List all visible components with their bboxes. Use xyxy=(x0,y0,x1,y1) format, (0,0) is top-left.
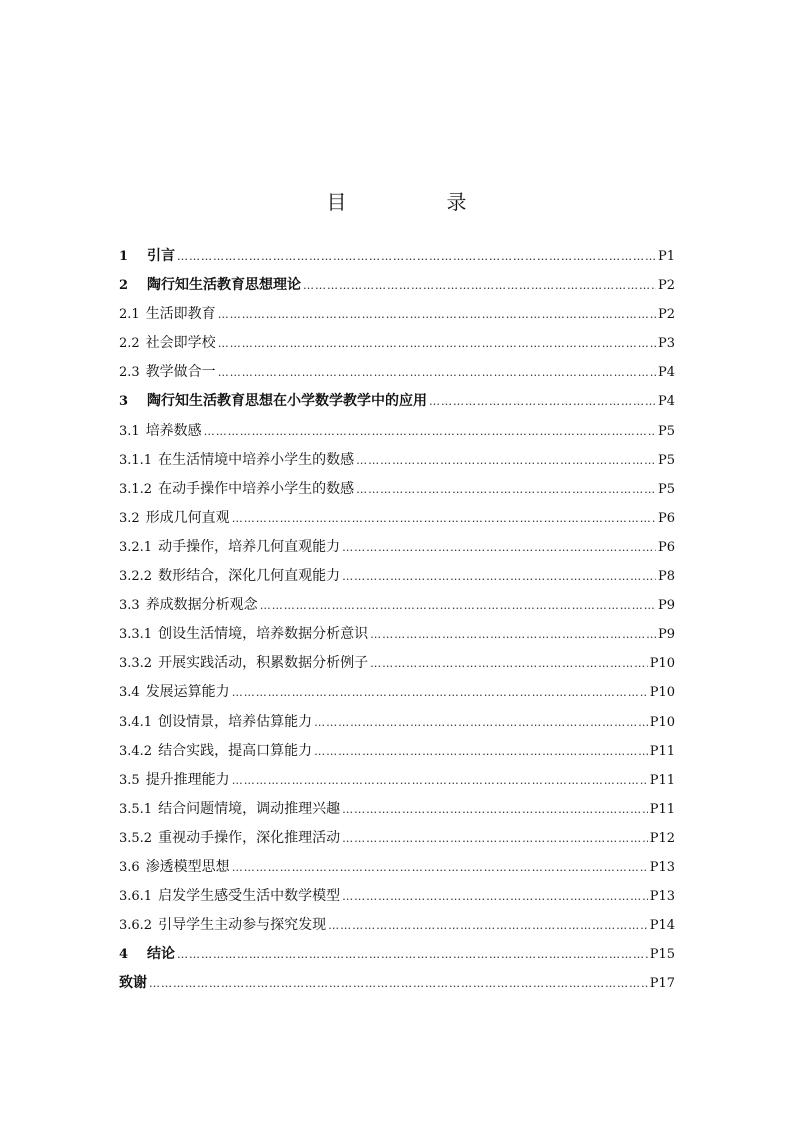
toc-dot-leader xyxy=(232,512,656,525)
toc-entry-page: P13 xyxy=(649,859,675,875)
toc-entry-page: P11 xyxy=(649,743,675,759)
toc-dot-leader xyxy=(218,366,656,379)
toc-entry-label: 陶行知生活教育思想在小学数学教学中的应用 xyxy=(147,393,427,410)
toc-entry-number: 2.2 xyxy=(119,336,140,352)
toc-entry-number: 3.5.2 xyxy=(119,830,153,846)
toc-entry-page: P4 xyxy=(657,394,675,410)
toc-entry[interactable] xyxy=(119,885,675,914)
toc-entry[interactable] xyxy=(119,856,675,885)
toc-entry-page: P5 xyxy=(657,481,675,497)
toc-entry-label: 生活即教育 xyxy=(145,306,216,323)
toc-entry-page: P8 xyxy=(657,569,675,585)
toc-dot-leader xyxy=(232,774,648,787)
toc-entry-label: 结合问题情境，调动推理兴趣 xyxy=(158,800,341,817)
toc-dot-leader xyxy=(303,279,656,292)
toc-entry-number: 3.4.1 xyxy=(119,714,153,730)
toc-entry[interactable] xyxy=(119,245,675,274)
toc-entry[interactable] xyxy=(119,827,675,856)
toc-dot-leader xyxy=(342,570,656,583)
toc-entry[interactable] xyxy=(119,623,675,652)
toc-entry-label: 养成数据分析观念 xyxy=(145,597,258,614)
toc-entry-page: P4 xyxy=(657,365,675,381)
toc-entry-number: 3.2.2 xyxy=(119,569,153,585)
toc-entry-label: 社会即学校 xyxy=(145,335,216,352)
toc-dot-leader xyxy=(342,803,648,816)
toc-entry[interactable] xyxy=(119,652,675,681)
toc-entry-label: 陶行知生活教育思想理论 xyxy=(147,277,301,294)
toc-entry-label: 数形结合，深化几何直观能力 xyxy=(158,568,341,585)
toc-entry-page: P11 xyxy=(649,801,675,817)
toc-entry-number: 2 xyxy=(119,278,129,294)
toc-dot-leader xyxy=(429,395,656,408)
toc-entry-number: 3.1.2 xyxy=(119,481,153,497)
toc-entry-number: 3.4 xyxy=(119,685,140,701)
toc-entry-label: 结论 xyxy=(147,946,175,963)
toc-entry-number: 3.5.1 xyxy=(119,801,153,817)
toc-entry-label: 提升推理能力 xyxy=(145,771,230,788)
toc-dot-leader xyxy=(204,425,656,438)
toc-dot-leader xyxy=(177,948,648,961)
toc-entry-label: 创设情景，培养估算能力 xyxy=(158,713,313,730)
toc-entry-number: 4 xyxy=(119,947,129,963)
toc-entry-label: 动手操作，培养几何直观能力 xyxy=(158,538,341,555)
toc-entry[interactable] xyxy=(119,478,675,507)
toc-entry-page: P5 xyxy=(657,452,675,468)
toc-dot-leader xyxy=(342,890,648,903)
toc-entry-page: P10 xyxy=(649,714,675,730)
toc-entry-label: 致谢 xyxy=(119,975,147,992)
toc-entry-number: 3.6.2 xyxy=(119,918,153,934)
toc-entry-page: P3 xyxy=(657,336,675,352)
toc-dot-leader xyxy=(342,541,656,554)
toc-entry-page: P1 xyxy=(657,249,675,264)
toc-dot-leader xyxy=(218,308,656,321)
toc-entry-page: P17 xyxy=(649,976,675,992)
toc-entry-label: 渗透模型思想 xyxy=(145,858,230,875)
toc-entry-label: 引言 xyxy=(147,248,175,264)
toc-entry[interactable] xyxy=(119,798,675,827)
toc-entry-number: 3.3.2 xyxy=(119,656,153,672)
toc-entry-page: P6 xyxy=(657,539,675,555)
toc-entry[interactable] xyxy=(119,536,675,565)
toc-entry-page: P10 xyxy=(649,685,675,701)
toc-entry-page: P6 xyxy=(657,510,675,526)
toc-entry-number: 3.4.2 xyxy=(119,743,153,759)
toc-entry-number: 2.3 xyxy=(119,365,140,381)
toc-entry[interactable] xyxy=(119,681,675,710)
toc-entry-number: 3.6 xyxy=(119,859,140,875)
toc-entry-number: 3.3 xyxy=(119,598,140,614)
toc-entry[interactable] xyxy=(119,740,675,769)
toc-entry[interactable] xyxy=(119,507,675,536)
toc-entry-label: 在动手操作中培养小学生的数感 xyxy=(158,480,355,497)
toc-entry-page: P14 xyxy=(649,918,675,934)
toc-entry-page: P15 xyxy=(649,947,675,963)
toc-entry-label: 培养数感 xyxy=(145,422,202,439)
toc-dot-leader xyxy=(356,483,656,496)
toc-dot-leader xyxy=(149,977,648,990)
toc-dot-leader xyxy=(356,454,656,467)
toc-entry[interactable] xyxy=(119,274,675,303)
toc-entry[interactable] xyxy=(119,449,675,478)
toc-entry[interactable] xyxy=(119,332,675,361)
toc-entry[interactable] xyxy=(119,943,675,972)
toc-entry-number: 3.6.1 xyxy=(119,889,153,905)
toc-entry-number: 3.5 xyxy=(119,772,140,788)
toc-entry-number: 3.3.1 xyxy=(119,627,153,643)
toc-entry[interactable] xyxy=(119,361,675,390)
toc-entry-label: 发展运算能力 xyxy=(145,684,230,701)
toc-dot-leader xyxy=(342,832,648,845)
toc-entry-page: P5 xyxy=(657,423,675,439)
toc-entry-page: P12 xyxy=(649,830,675,846)
toc-entry[interactable] xyxy=(119,594,675,623)
toc-dot-leader xyxy=(232,861,648,874)
toc-entry-number: 3.1.1 xyxy=(119,452,153,468)
toc-entry-label: 在生活情境中培养小学生的数感 xyxy=(158,451,355,468)
toc-dot-leader xyxy=(177,250,656,263)
toc-entry[interactable] xyxy=(119,420,675,449)
toc-entry-number: 1 xyxy=(119,249,129,264)
toc-entry-page: P10 xyxy=(649,656,675,672)
toc-dot-leader xyxy=(370,628,656,641)
toc-entry[interactable] xyxy=(119,565,675,594)
toc-entry-label: 结合实践，提高口算能力 xyxy=(158,742,313,759)
toc-entry-number: 3.1 xyxy=(119,423,140,439)
toc-dot-leader xyxy=(218,337,656,350)
toc-entry[interactable] xyxy=(119,972,675,1001)
toc-entry-label: 创设生活情境，培养数据分析意识 xyxy=(158,626,369,643)
toc-entry-page: P9 xyxy=(657,598,675,614)
table-of-contents xyxy=(119,245,675,1001)
toc-dot-leader xyxy=(314,716,648,729)
toc-entry[interactable] xyxy=(119,914,675,943)
toc-entry-label: 开展实践活动，积累数据分析例子 xyxy=(158,655,369,672)
toc-dot-leader xyxy=(232,686,648,699)
toc-entry-label: 重视动手操作，深化推理活动 xyxy=(158,829,341,846)
toc-entry-page: P13 xyxy=(649,889,675,905)
page-title: 目 录 xyxy=(326,190,507,214)
toc-dot-leader xyxy=(328,919,648,932)
toc-entry-label: 教学做合一 xyxy=(145,364,216,381)
toc-entry[interactable] xyxy=(119,769,675,798)
toc-entry-label: 引导学生主动参与探究发现 xyxy=(158,917,327,934)
toc-dot-leader xyxy=(260,599,656,612)
toc-dot-leader xyxy=(370,657,648,670)
toc-entry[interactable] xyxy=(119,303,675,332)
toc-dot-leader xyxy=(314,745,648,758)
toc-entry-page: P2 xyxy=(657,307,675,323)
toc-entry-number: 3.2 xyxy=(119,510,140,526)
toc-entry[interactable] xyxy=(119,711,675,740)
toc-entry-number: 3 xyxy=(119,394,129,410)
toc-entry-number: 3.2.1 xyxy=(119,539,153,555)
toc-entry-page: P11 xyxy=(649,772,675,788)
toc-entry-page: P9 xyxy=(657,627,675,643)
toc-entry-number: 2.1 xyxy=(119,307,140,323)
toc-entry-label: 启发学生感受生活中数学模型 xyxy=(158,888,341,905)
toc-entry[interactable] xyxy=(119,390,675,419)
toc-entry-page: P2 xyxy=(657,278,675,294)
toc-entry-label: 形成几何直观 xyxy=(145,509,230,526)
